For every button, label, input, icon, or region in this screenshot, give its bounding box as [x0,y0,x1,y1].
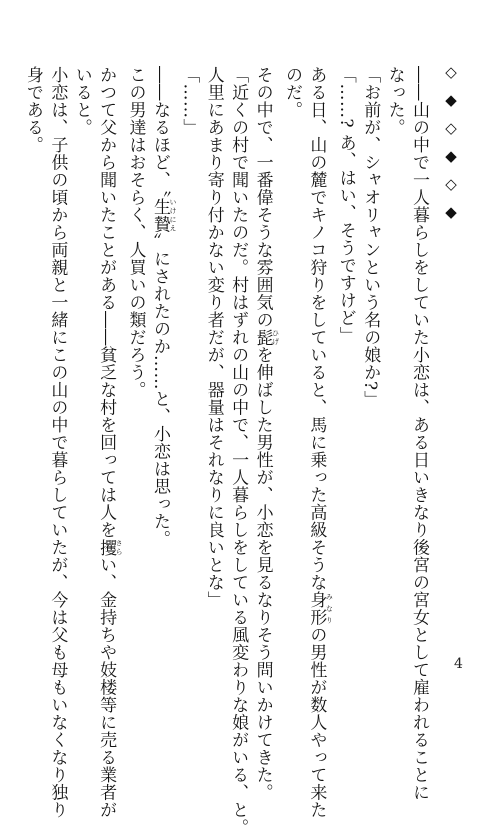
filled-diamond-icon: ◆ [445,91,457,109]
text-line: なった。 [384,66,405,136]
hollow-diamond-icon: ◇ [445,119,457,137]
text-line: 人里にあまり寄り付かない変り者だが、器量はそれなりに良いとな」 [203,66,224,609]
hollow-diamond-icon: ◇ [445,63,457,81]
text-line: この男達はおそらく、人買いの類だろう。 [125,66,146,399]
ruby-annotation: 攫 さら [96,538,124,556]
body-text [22,66,431,836]
text-line: 「お前が、シャオリャンという名の娘か?」 [360,66,381,409]
filled-diamond-icon: ◆ [445,203,457,221]
text-line: 「……」 [179,66,200,136]
text-line: ある日、山の麓でキノコ狩りをしていると、馬に乗った高級そうな身形 みなりの男性が数人やって来た [306,66,334,819]
text-line: 「……? あ、はい、そうですけど」 [335,66,356,345]
hollow-diamond-icon: ◇ [445,175,457,193]
text-line: ――山の中で一人暮らしをしていた小恋は、ある日いきなり後宮の宮女として雇われることに [409,66,429,801]
scene-break-markers [442,62,460,222]
text-line: のだ。 [281,66,302,119]
text-line: いると。 [71,66,92,136]
text-line: 小恋は、子供の頃から両親と一緒にこの山の中で暮らしていたが、今は父も母もいなくなり独り [47,66,68,819]
ruby-annotation: 髭 ひげ [252,328,280,346]
text-line: かつて父から聞いたことがある――貧乏な村を回っては人を攫 さらい、金持ちや妓楼等に売る業者が [96,66,124,819]
ruby-annotation: 生贄 いけにえ [149,197,177,233]
ruby-annotation: 身形 みなり [306,591,334,626]
text-line: 身である。 [22,66,43,154]
filled-diamond-icon: ◆ [445,147,457,165]
text-line: ――なるほど、〝生贄 いけにえ〟にされたのか……と、小恋は思った。 [149,66,177,548]
text-line: その中で、一番偉そうな雰囲気の髭 ひげを伸ばした男性が、小恋を見るなりそう問いかけてきた。 [252,66,280,801]
page-number: 4 [454,656,463,672]
text-line: 「近くの村で聞いたのだ。村はずれの山の中で、一人暮らしをしている風変わりな娘がいる、と。 [228,66,249,836]
